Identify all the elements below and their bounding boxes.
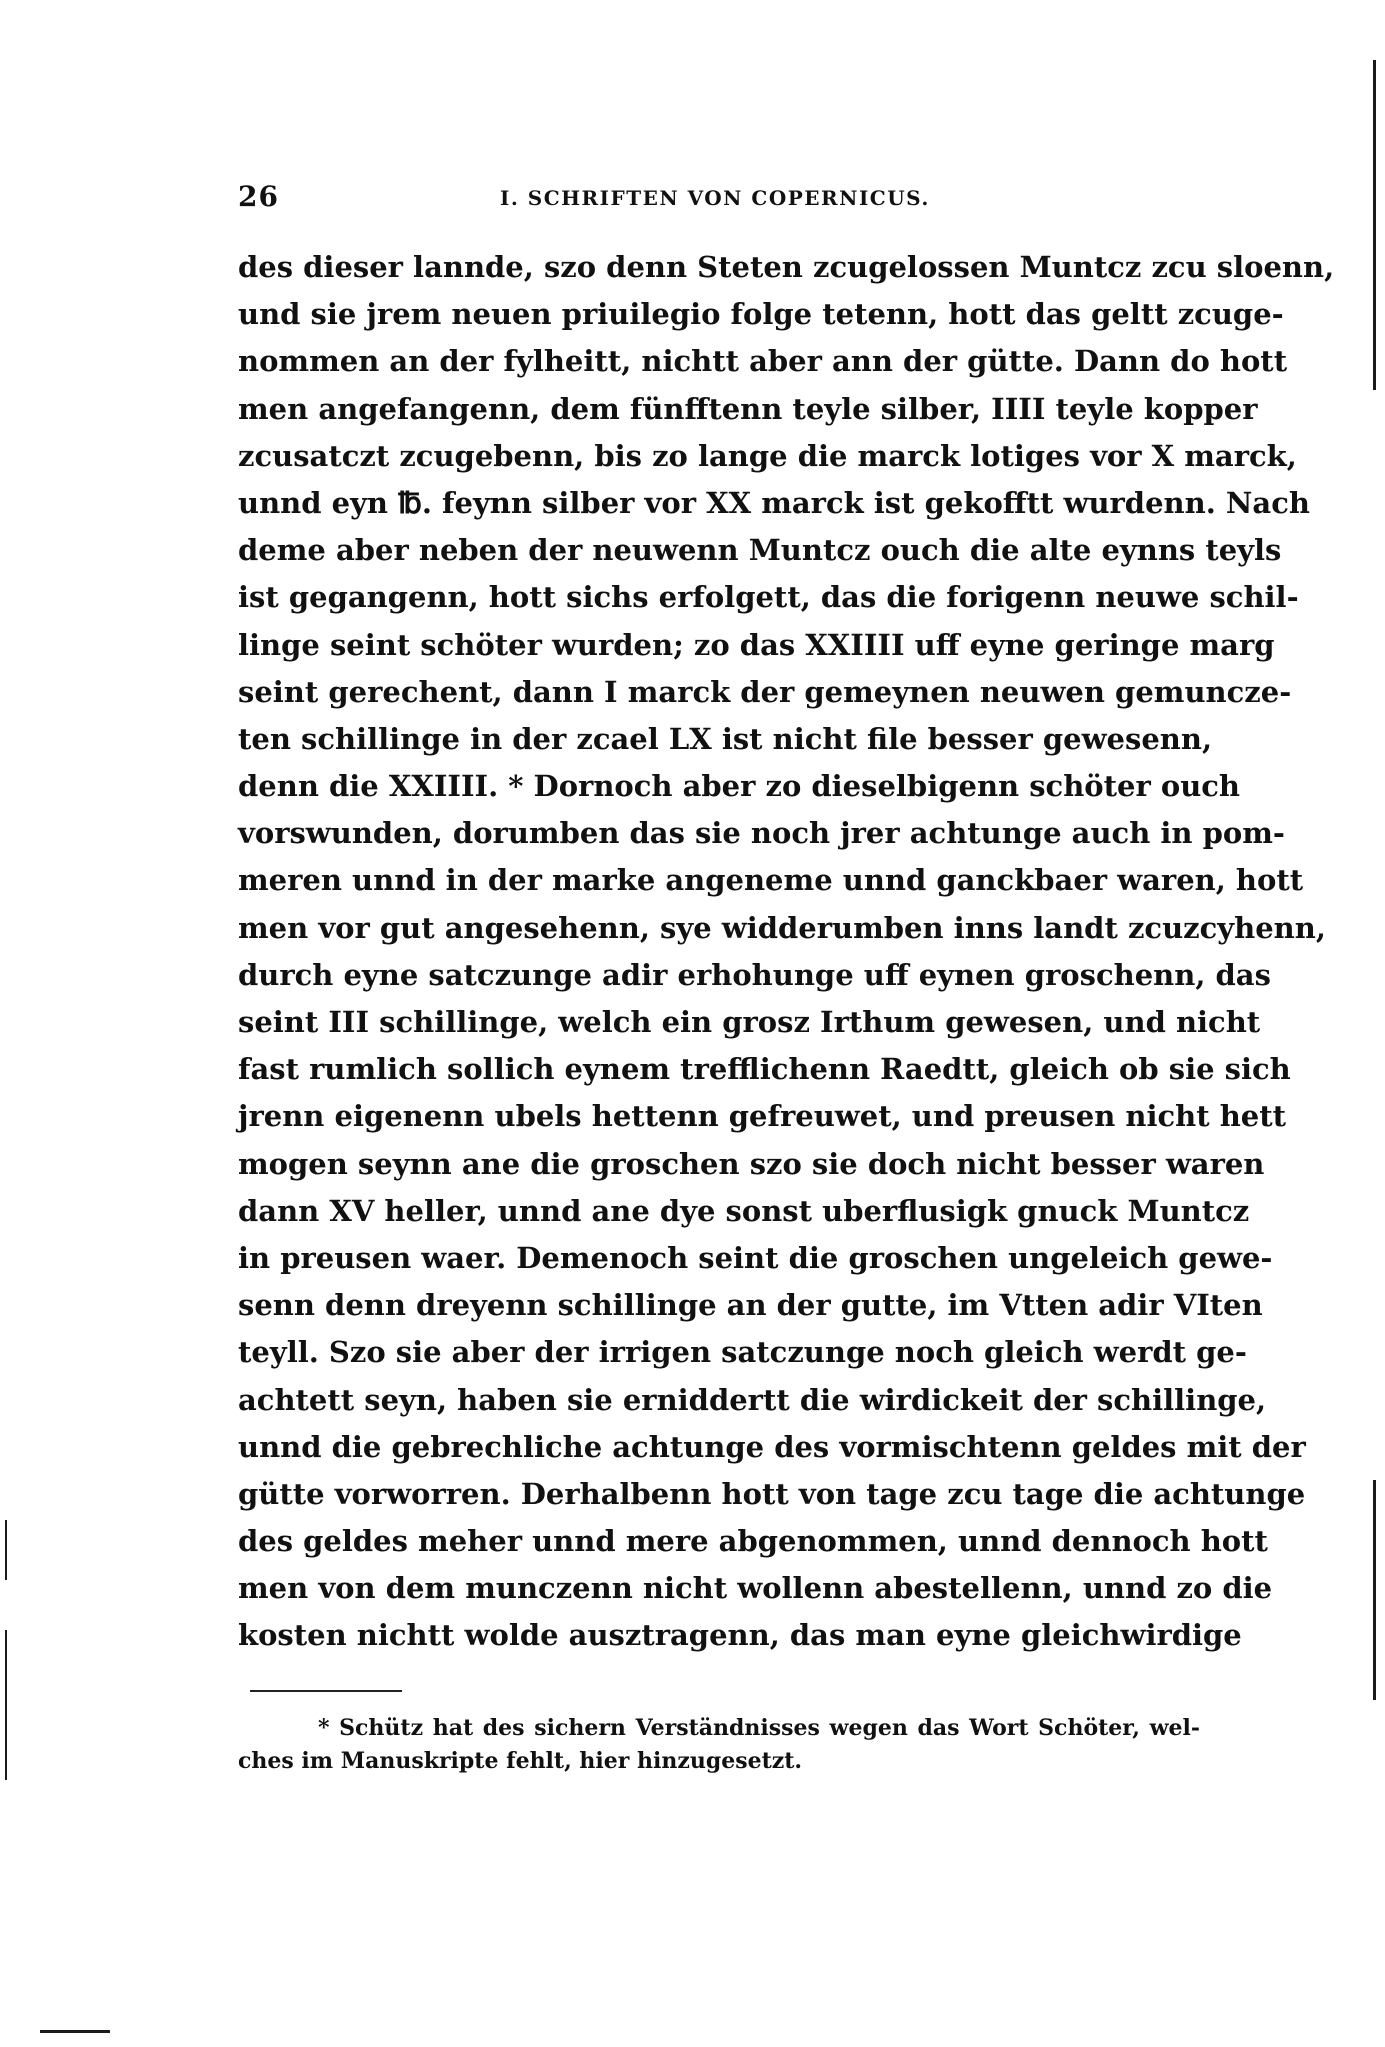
text-line: kosten nichtt wolde ausztragenn, das man eyne gleichwirdige bbox=[238, 1618, 1242, 1653]
text-line: deme aber neben der neuwenn Muntcz ouch die alte eynns teyls bbox=[238, 533, 1282, 568]
text-line: gütte vorworren. Derhalbenn hott von tage zcu tage die achtunge bbox=[238, 1476, 1306, 1511]
text-line: des geldes meher unnd mere abgenommen, unnd dennoch hott bbox=[238, 1524, 1268, 1559]
text-line: denn die XXIIII. * Dornoch aber zo dieselbigenn schöter ouch bbox=[238, 769, 1241, 804]
body-text bbox=[238, 244, 1335, 1660]
text-line: mogen seynn ane die groschen szo sie doch nicht besser waren bbox=[238, 1146, 1265, 1181]
text-line: nommen an der fylheitt, nichtt aber ann der gütte. Dann do hott bbox=[238, 344, 1288, 379]
text-line: unnd die gebrechliche achtunge des vormischtenn geldes mit der bbox=[238, 1429, 1306, 1464]
text-line: des dieser lannde, szo denn Steten zcugelossen Muntcz zcu sloenn, bbox=[238, 250, 1335, 284]
text-line: unnd eyn ℔. feynn silber vor XX marck ist gekofftt wurdenn. Nach bbox=[238, 485, 1310, 520]
text-line: teyll. Szo sie aber der irrigen satczunge noch gleich werdt ge- bbox=[238, 1335, 1247, 1370]
text-line: vorswunden, dorumben das sie noch jrer achtunge auch in pom- bbox=[238, 816, 1285, 851]
text-line: meren unnd in der marke angeneme unnd ganckbaer waren, hott bbox=[238, 863, 1304, 898]
text-line: seint III schillinge, welch ein grosz Irthum gewesen, und nicht bbox=[238, 1005, 1261, 1039]
footnote bbox=[238, 1712, 1200, 1778]
scan-edge-line bbox=[1373, 1480, 1376, 1700]
footnote-line: ches im Manuskripte fehlt, hier hinzugesetzt. bbox=[238, 1748, 803, 1774]
text-line: in preusen waer. Demenoch seint die groschen ungeleich gewe- bbox=[238, 1240, 1273, 1275]
text-line: jrenn eigenenn ubels hettenn gefreuwet, und preusen nicht hett bbox=[238, 1099, 1287, 1134]
text-line: seint gerechent, dann I marck der gemeynen neuwen gemuncze- bbox=[238, 674, 1292, 709]
page-number: 26 bbox=[238, 180, 279, 213]
footnote-line: * Schütz hat des sichern Verständnisses wegen das Wort Schöter, wel- bbox=[318, 1715, 1200, 1741]
text-line: durch eyne satczunge adir erhohunge uff eynen groschenn, das bbox=[238, 957, 1271, 992]
text-line: zcusatczt zcugebenn, bis zo lange die marck lotiges vor X marck, bbox=[238, 438, 1297, 473]
scan-edge-line bbox=[5, 1630, 7, 1780]
text-line: dann XV heller, unnd ane dye sonst uberflusigk gnuck Muntcz bbox=[238, 1193, 1250, 1228]
footnote-rule bbox=[250, 1690, 402, 1692]
text-line: men vor gut angesehenn, sye widderumben inns landt zcuzcyhenn, bbox=[238, 910, 1326, 945]
text-line: linge seint schöter wurden; zo das XXIIII uff eyne geringe marg bbox=[238, 627, 1275, 662]
text-line: men angefangenn, dem fünfftenn teyle silber, IIII teyle kopper bbox=[238, 391, 1258, 426]
running-title: I. SCHRIFTEN VON COPERNICUS. bbox=[500, 186, 930, 210]
scan-edge-line bbox=[1373, 60, 1376, 390]
text-line: und sie jrem neuen priuilegio folge tetenn, hott das geltt zcuge- bbox=[238, 297, 1284, 332]
text-line: men von dem munczenn nicht wollenn abestellenn, unnd zo die bbox=[238, 1571, 1273, 1606]
running-header bbox=[238, 180, 1198, 220]
text-line: ten schillinge in der zcael LX ist nicht file besser gewesenn, bbox=[238, 721, 1213, 756]
text-line: senn denn dreyenn schillinge an der gutte, im Vtten adir VIten bbox=[238, 1288, 1263, 1323]
scan-edge-line bbox=[40, 2030, 110, 2033]
text-line: ist gegangenn, hott sichs erfolgett, das die forigenn neuwe schil- bbox=[238, 580, 1299, 615]
scan-edge-line bbox=[5, 1520, 7, 1580]
text-line: achtett seyn, haben sie erniddertt die wirdickeit der schillinge, bbox=[238, 1382, 1267, 1417]
text-line: fast rumlich sollich eynem trefflichenn Raedtt, gleich ob sie sich bbox=[238, 1052, 1291, 1087]
